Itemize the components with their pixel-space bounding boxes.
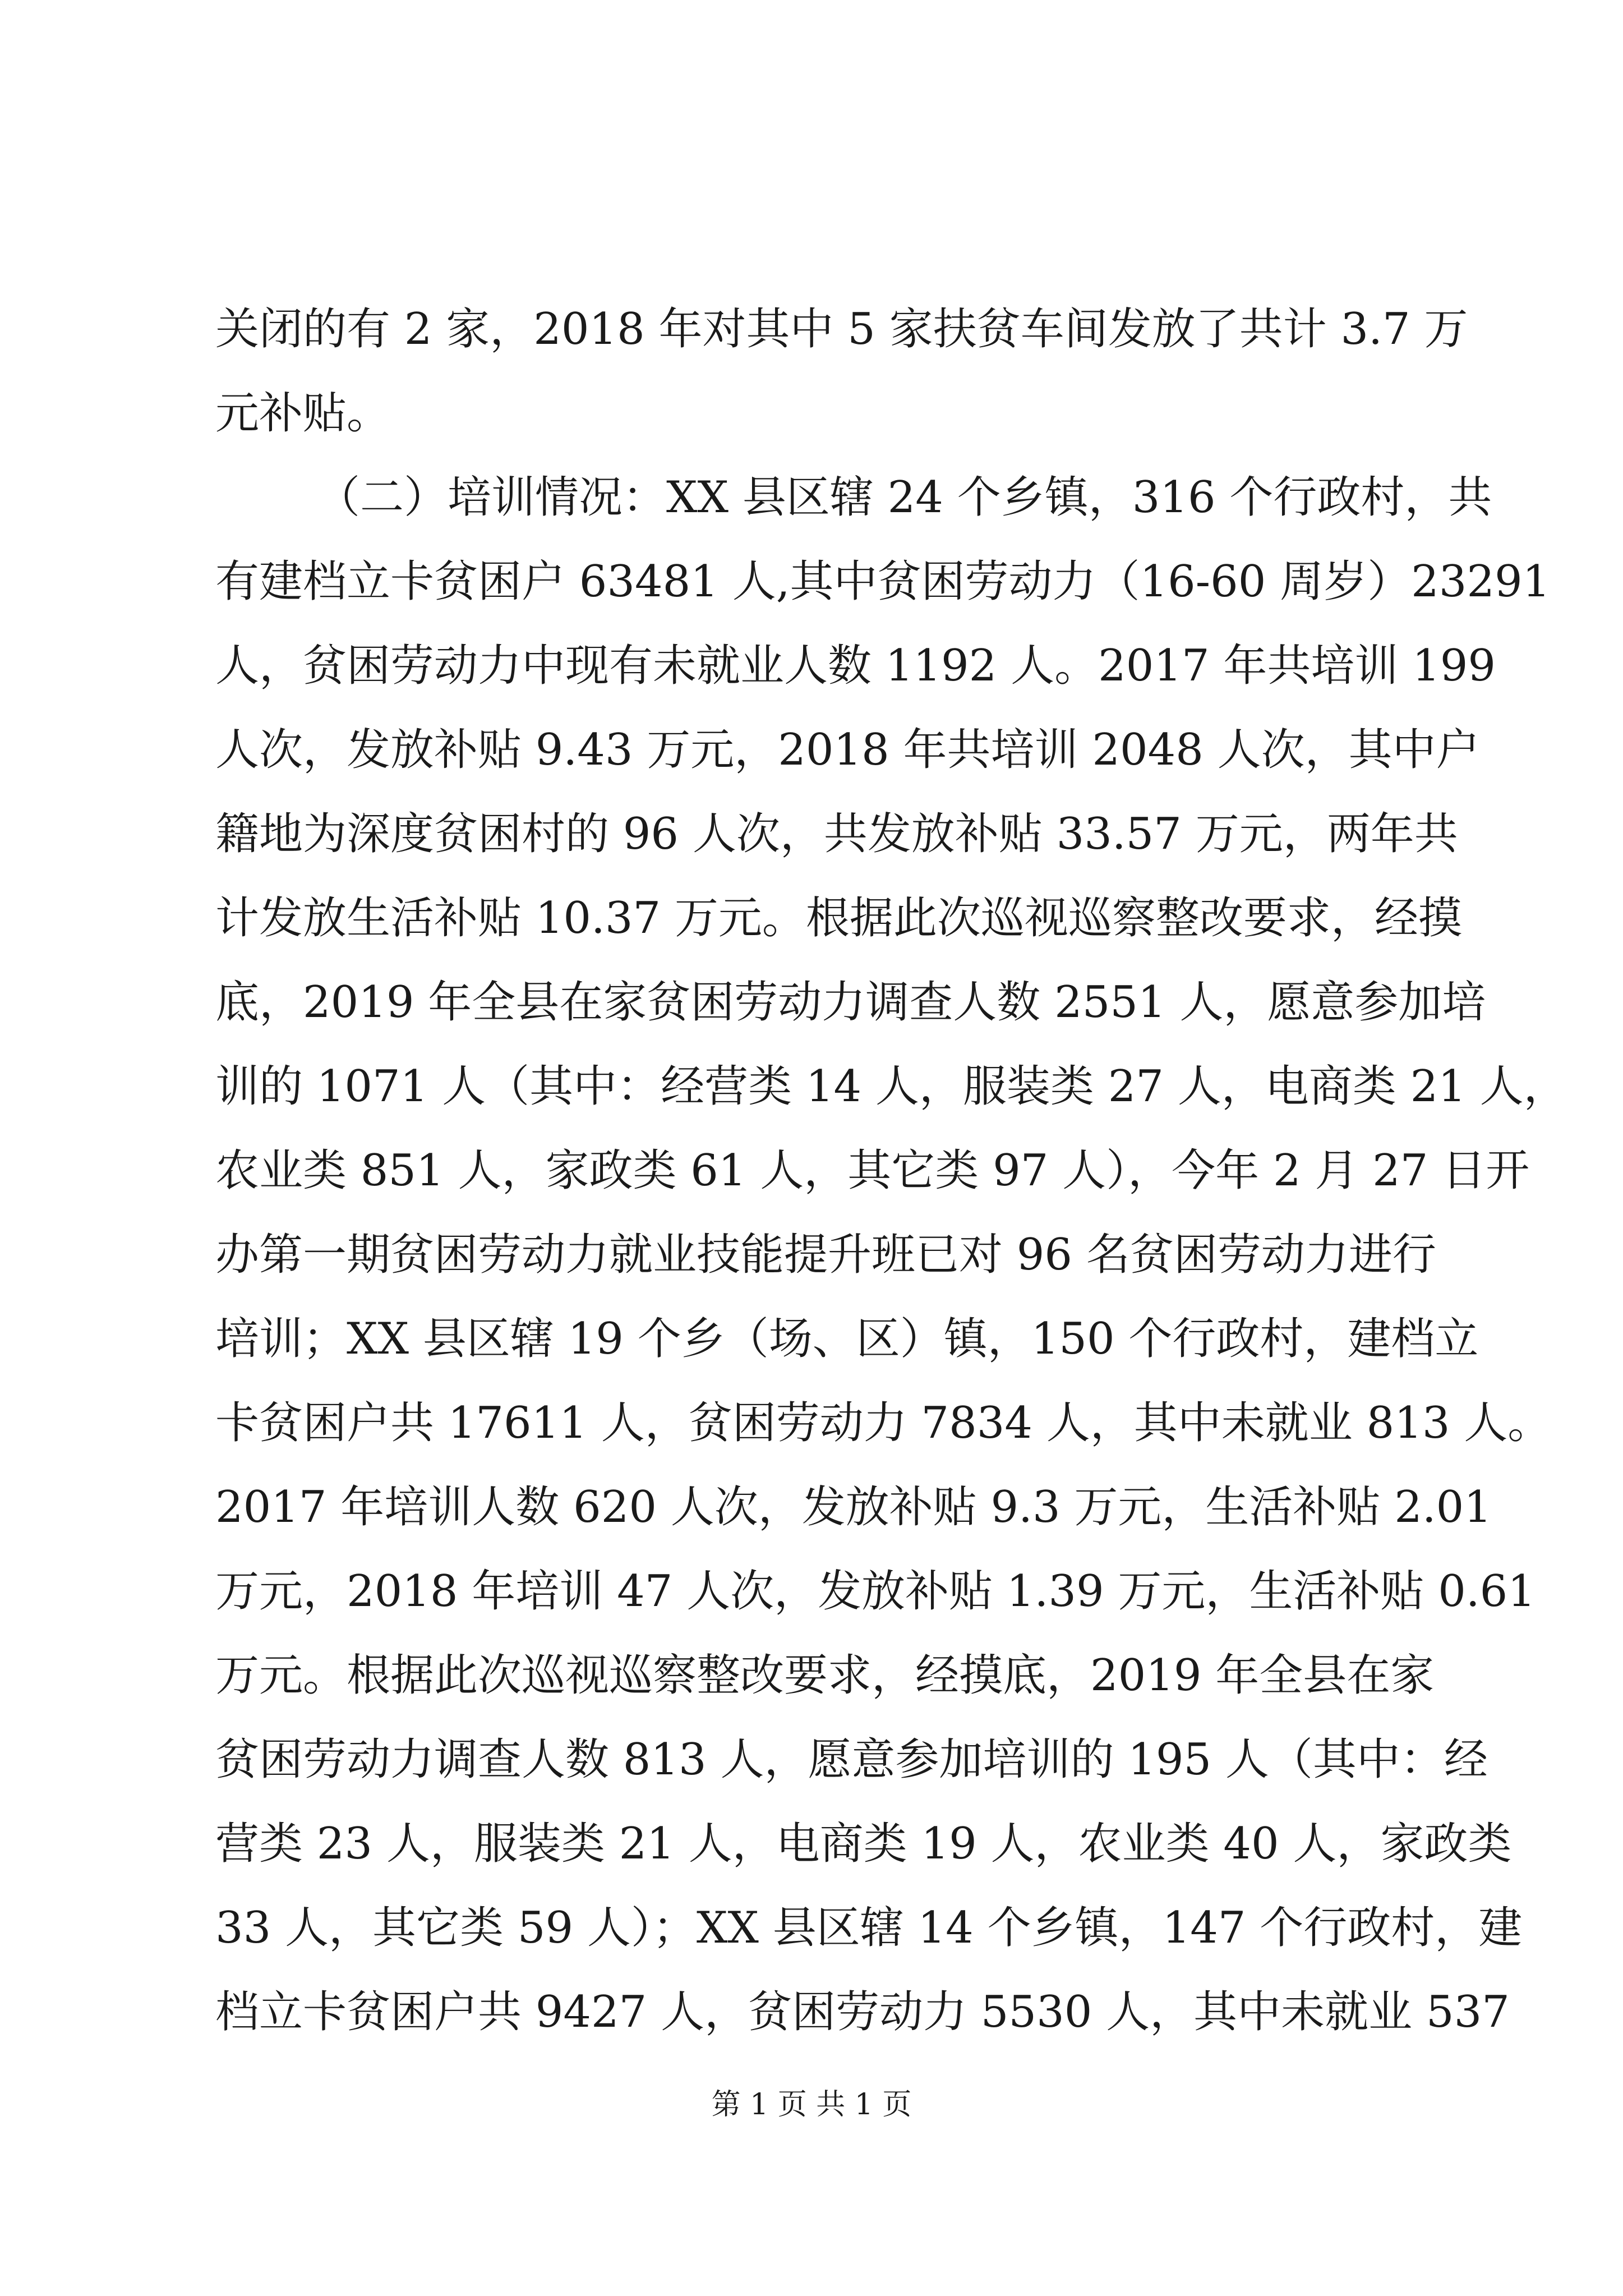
text-line: 卡贫困户共 17611 人，贫困劳动力 7834 人，其中未就业 813 人。	[215, 1398, 1552, 1448]
text-line: 办第一期贫困劳动力就业技能提升班已对 96 名贫困劳动力进行	[215, 1230, 1436, 1280]
text-line: 人次，发放补贴 9.43 万元，2018 年共培训 2048 人次，其中户	[215, 725, 1480, 775]
paragraph-heading-line: （二）培训情况：XX 县区辖 24 个乡镇，316 个行政村，共	[316, 472, 1492, 523]
text-line: 档立卡贫困户共 9427 人，贫困劳动力 5530 人，其中未就业 537	[215, 1987, 1510, 2037]
text-line: 万元，2018 年培训 47 人次，发放补贴 1.39 万元，生活补贴 0.61	[215, 1566, 1536, 1617]
text-line: 籍地为深度贫困村的 96 人次，共发放补贴 33.57 万元，两年共	[215, 809, 1458, 859]
text-line: 培训；XX 县区辖 19 个乡（场、区）镇，150 个行政村，建档立	[215, 1314, 1479, 1364]
text-line: 贫困劳动力调查人数 813 人，愿意参加培训的 195 人（其中：经	[215, 1734, 1488, 1785]
text-line: 33 人，其它类 59 人）；XX 县区辖 14 个乡镇，147 个行政村，建	[215, 1903, 1523, 1953]
text-line: 底，2019 年全县在家贫困劳动力调查人数 2551 人，愿意参加培	[215, 977, 1486, 1028]
text-line: 计发放生活补贴 10.37 万元。根据此次巡视巡察整改要求，经摸	[215, 893, 1462, 944]
text-line: 万元。根据此次巡视巡察整改要求，经摸底，2019 年全县在家	[215, 1650, 1435, 1701]
text-line: 人，贫困劳动力中现有未就业人数 1192 人。2017 年共培训 199	[215, 641, 1496, 691]
page-footer: 第 1 页 共 1 页	[711, 2088, 912, 2122]
text-line: 农业类 851 人，家政类 61 人，其它类 97 人），今年 2 月 27 日开	[215, 1145, 1530, 1196]
text-line: 关闭的有 2 家，2018 年对其中 5 家扶贫车间发放了共计 3.7 万	[215, 304, 1468, 355]
text-line: 营类 23 人，服装类 21 人，电商类 19 人，农业类 40 人，家政类	[215, 1819, 1512, 1869]
text-line: 训的 1071 人（其中：经营类 14 人，服装类 27 人，电商类 21 人，	[215, 1061, 1567, 1112]
text-line: 有建档立卡贫困户 63481 人,其中贫困劳动力（16-60 周岁）23291	[215, 556, 1551, 607]
text-line: 元补贴。	[215, 388, 391, 439]
text-line: 2017 年培训人数 620 人次，发放补贴 9.3 万元，生活补贴 2.01	[215, 1482, 1492, 1533]
